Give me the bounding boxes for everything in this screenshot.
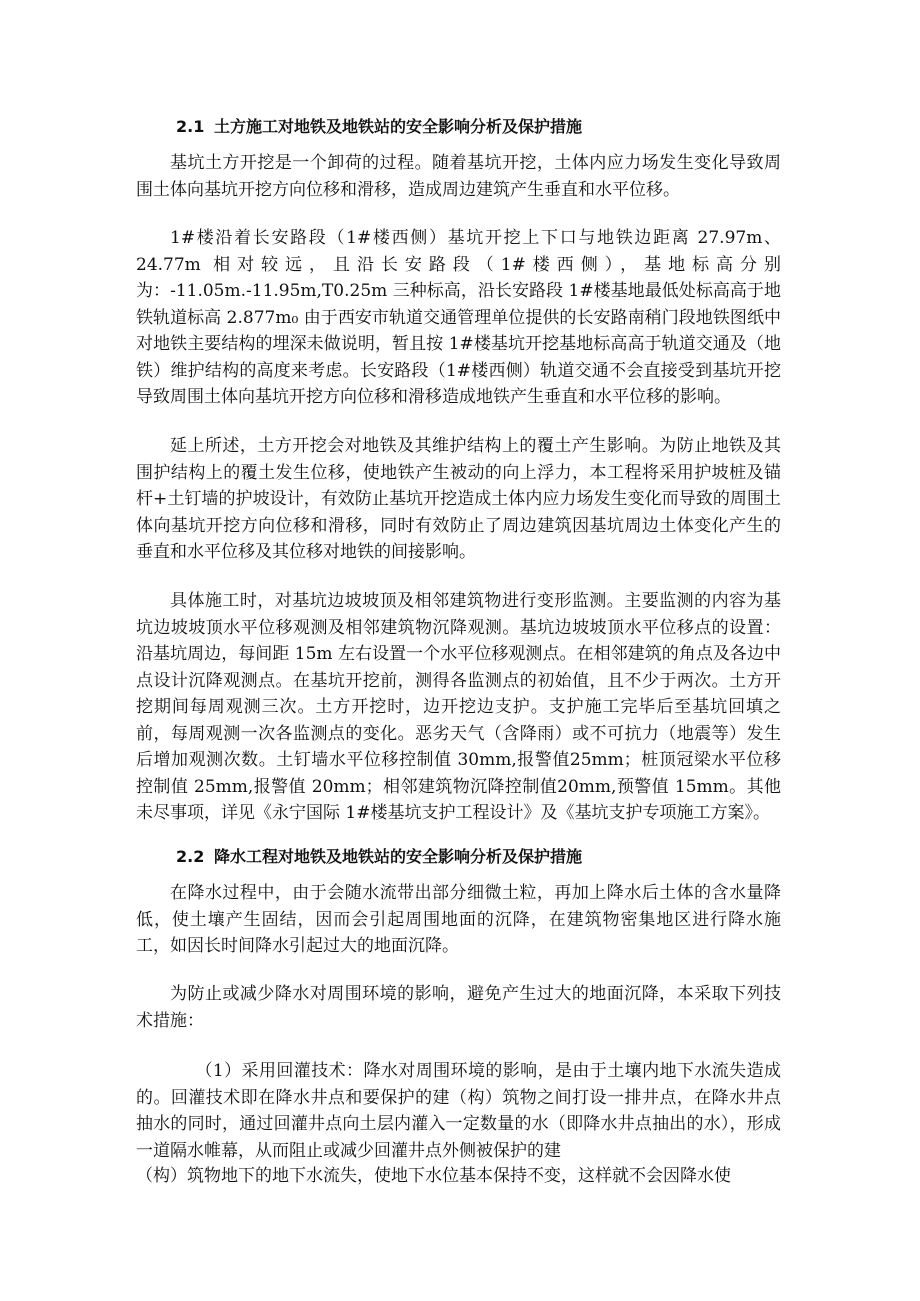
section-number: 2.1 xyxy=(176,117,205,136)
section-number: 2.2 xyxy=(176,847,205,866)
section-2-2-heading xyxy=(176,847,776,867)
paragraph: 延上所述，土方开挖会对地铁及其维护结构上的覆土产生影响。为防止地铁及其围护结构上的覆土发生位移，使地铁产生被动的向上浮力，本工程将采用护坡桩及锚杆+土钉墙的护坡设计，有效防止基坑开挖造成土体内应力场发生变化而导致的周围土体向基坑开挖方向位移和滑移，同时有效防止了周边建筑因基坑周边土体变化产生的垂直和水平位移及其位移对地铁的间接影响。 xyxy=(136,436,781,562)
section-title: 降水工程对地铁及地铁站的安全影响分析及保护措施 xyxy=(214,847,583,866)
paragraph: 为防止或减少降水对周围环境的影响，避免产生过大的地面沉降，本采取下列技术措施： xyxy=(136,984,781,1031)
paragraph-list-item: （1）采用回灌技术：降水对周围环境的影响，是由于土壤内地下水流失造成的。回灌技术即在降水井点和要保护的建（构）筑物之间打设一排井点，在降水井点抽水的同时，通过回灌井点向土层内灌入一定数量的水（即降水井点抽出的水），形成一道隔水帷幕，从而阻止或减少回灌井点外侧被保护的建 xyxy=(136,1061,781,1161)
paragraph: 基坑土方开挖是一个卸荷的过程。随着基坑开挖，土体内应力场发生变化导致周围土体向基坑开挖方向位移和滑移，造成周边建筑产生垂直和水平位移。 xyxy=(136,153,781,200)
paragraph: 1#楼沿着长安路段（1#楼西侧）基坑开挖上下口与地铁边距离 27.97m、24.77m 相对较远，且沿长安路段（1#楼西侧），基地标高分别为：-11.05m.-11.95m,T0.25m 三种标高，沿长安路段 1#楼基地最低处标高高于地铁轨道标高 2.877m₀ 由于西安市轨道交通管理单位提供的长安路南稍门段地铁图纸中对地铁主要结构的埋深未做说明，暂且按 1#楼基坑开挖基地标高高于轨道交通及（地铁）维护结构的高度来考虑。长安路段（1#楼西侧）轨道交通不会直接受到基坑开挖导致周围土体向基坑开挖方向位移和滑移造成地铁产生垂直和水平位移的影响。 xyxy=(136,228,781,407)
paragraph: 在降水过程中，由于会随水流带出部分细微土粒，再加上降水后土体的含水量降低，使土壤产生固结，因而会引起周围地面的沉降，在建筑物密集地区进行降水施工，如因长时间降水引起过大的地面沉降。 xyxy=(136,883,781,956)
section-title: 土方施工对地铁及地铁站的安全影响分析及保护措施 xyxy=(214,117,583,136)
paragraph-continuation: （构）筑物地下的地下水流失，使地下水位基本保持不变，这样就不会因降水使 xyxy=(136,1166,731,1186)
section-2-1-heading xyxy=(176,117,776,137)
paragraph: 具体施工时，对基坑边坡坡顶及相邻建筑物进行变形监测。主要监测的内容为基坑边坡坡顶水平位移观测及相邻建筑物沉降观测。基坑边坡坡顶水平位移点的设置：沿基坑周边，每间距 15m 左右设置一个水平位移观测点。在相邻建筑的角点及各边中点设计沉降观测点。在基坑开挖前，测得各监测点的初始值，且不少于两次。土方开挖期间每周观测三次。土方开挖时，边开挖边支护。支护施工完毕后至基坑回填之前，每周观测一次各监测点的变化。恶劣天气（含降雨）或不可抗力（地震等）发生后增加观测次数。土钉墙水平位移控制值 30mm,报警值25mm；桩顶冠梁水平位移控制值 25mm,报警值 20mm；相邻建筑物沉降控制值20mm,预警值 15mm。其他未尽事项，详见《永宁国际 1#楼基坑支护工程设计》及《基坑支护专项施工方案》。 xyxy=(136,591,781,823)
